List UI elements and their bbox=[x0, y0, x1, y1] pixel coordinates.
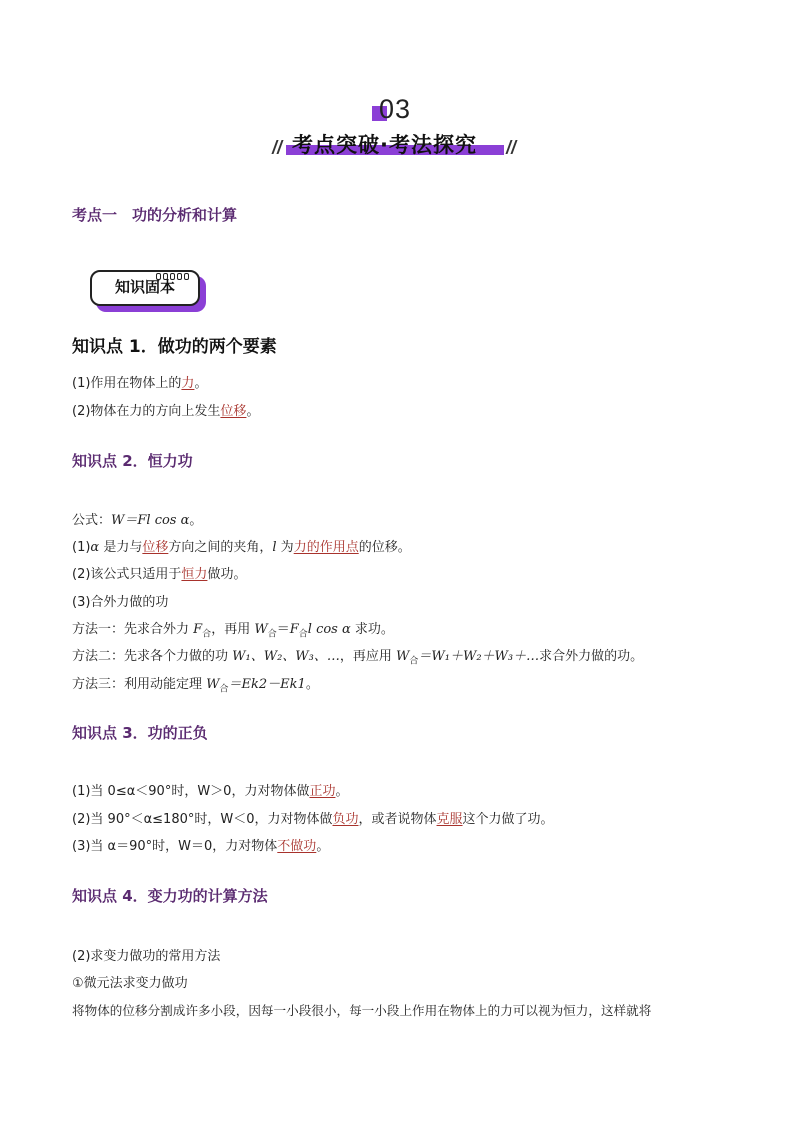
formula: W₁、W₂、W₃、… bbox=[232, 649, 340, 664]
text: 。 bbox=[316, 839, 330, 854]
kp2-line-1 bbox=[72, 536, 411, 555]
highlight-text: 克服 bbox=[436, 812, 463, 827]
formula: ＝W₁＋W₂＋W₃＋… bbox=[418, 649, 540, 664]
text: ，或者说物体 bbox=[358, 812, 437, 827]
section-title: 考点一 功的分析和计算 bbox=[72, 206, 238, 224]
text: 求合外力做的功。 bbox=[539, 649, 644, 664]
chapter-number-text: 03 bbox=[379, 94, 412, 124]
text: 方法二：先求各个力做的功 bbox=[72, 649, 233, 664]
symbol: W bbox=[396, 649, 410, 664]
kp3-line-1 bbox=[72, 780, 348, 799]
symbol: α bbox=[90, 540, 100, 555]
kp3-title: 知识点 3．功的正负 bbox=[72, 724, 208, 742]
text: 。 bbox=[335, 784, 349, 799]
kp2-title: 知识点 2．恒力功 bbox=[72, 452, 193, 470]
kp4-line-1: (2)求变力做功的常用方法 bbox=[72, 949, 221, 964]
kp4-line-2: ①微元法求变力做功 bbox=[72, 976, 188, 991]
highlight-text: 位移 bbox=[220, 404, 247, 419]
text: (1)当 0≤α＜90°时，W＞0，力对物体做 bbox=[72, 784, 310, 799]
text: 方法一：先求合外力 bbox=[72, 622, 194, 637]
text: 。 bbox=[246, 404, 260, 419]
kp2-line-2 bbox=[72, 563, 246, 582]
highlight-text: 位移 bbox=[142, 540, 169, 555]
text: 。 bbox=[194, 376, 208, 391]
text: (2)该公式只适用于 bbox=[72, 567, 182, 582]
text: ，再应用 bbox=[339, 649, 397, 664]
kp3-line-2 bbox=[72, 808, 554, 827]
text: (1)作用在物体上的 bbox=[72, 376, 182, 391]
kp2-formula bbox=[72, 509, 202, 528]
kp1-line-1 bbox=[72, 372, 207, 391]
text: 。 bbox=[305, 677, 319, 692]
subscript: 合 bbox=[202, 629, 212, 640]
symbol: W bbox=[254, 622, 268, 637]
badge-label: 知识固本 bbox=[114, 278, 175, 296]
symbol: l bbox=[272, 540, 277, 555]
text: (2)当 90°＜α≤180°时，W＜0，力对物体做 bbox=[72, 812, 333, 827]
highlight-text: 力 bbox=[181, 376, 195, 391]
chapter-number bbox=[372, 96, 432, 130]
symbol: F bbox=[193, 622, 203, 637]
text: 做功。 bbox=[207, 567, 247, 582]
text: ＝ bbox=[276, 622, 290, 637]
kp3-line-3 bbox=[72, 835, 329, 854]
text: 。 bbox=[189, 513, 203, 528]
kp2-method-1 bbox=[72, 618, 394, 640]
subscript: 合 bbox=[267, 629, 277, 640]
formula: W＝Fl cos α bbox=[111, 513, 190, 528]
text: ，再用 bbox=[211, 622, 255, 637]
knowledge-badge bbox=[90, 270, 208, 314]
text: 方向之间的夹角， bbox=[168, 540, 273, 555]
highlight-text: 正功 bbox=[309, 784, 336, 799]
text: 是力与 bbox=[99, 540, 143, 555]
text: 这个力做了功。 bbox=[462, 812, 554, 827]
text: (1) bbox=[72, 540, 91, 555]
symbol: W bbox=[206, 677, 220, 692]
banner-title: 考点突破·考法探究 bbox=[292, 133, 477, 157]
kp2-method-3 bbox=[72, 673, 319, 695]
chapter-banner bbox=[268, 130, 524, 162]
kp2-line-3: (3)合外力做的功 bbox=[72, 595, 169, 610]
text: 为 bbox=[276, 540, 294, 555]
highlight-text: 力的作用点 bbox=[293, 540, 359, 555]
text: (3)当 α＝90°时，W＝0，力对物体 bbox=[72, 839, 278, 854]
subscript: 合 bbox=[219, 684, 229, 695]
kp1-line-2 bbox=[72, 400, 259, 419]
subscript: 合 bbox=[409, 656, 419, 667]
highlight-text: 恒力 bbox=[181, 567, 208, 582]
text: 公式： bbox=[72, 513, 112, 528]
kp4-line-3: 将物体的位移分割成许多小段，因每一小段很小，每一小段上作用在物体上的力可以视为恒力，这样就将 bbox=[72, 1003, 652, 1018]
text: (2)物体在力的方向上发生 bbox=[72, 404, 221, 419]
formula: ＝Ek2－Ek1 bbox=[228, 677, 306, 692]
highlight-text: 负功 bbox=[332, 812, 359, 827]
subscript: 合 bbox=[298, 629, 308, 640]
symbol: F bbox=[289, 622, 299, 637]
highlight-text: 不做功 bbox=[277, 839, 317, 854]
kp1-title: 知识点 1．做功的两个要素 bbox=[72, 337, 277, 357]
formula: l cos α bbox=[307, 622, 351, 637]
kp4-title: 知识点 4．变力功的计算方法 bbox=[72, 887, 268, 905]
text: 方法三：利用动能定理 bbox=[72, 677, 207, 692]
text: 求功。 bbox=[350, 622, 394, 637]
text: 的位移。 bbox=[358, 540, 411, 555]
kp2-method-2 bbox=[72, 645, 643, 667]
